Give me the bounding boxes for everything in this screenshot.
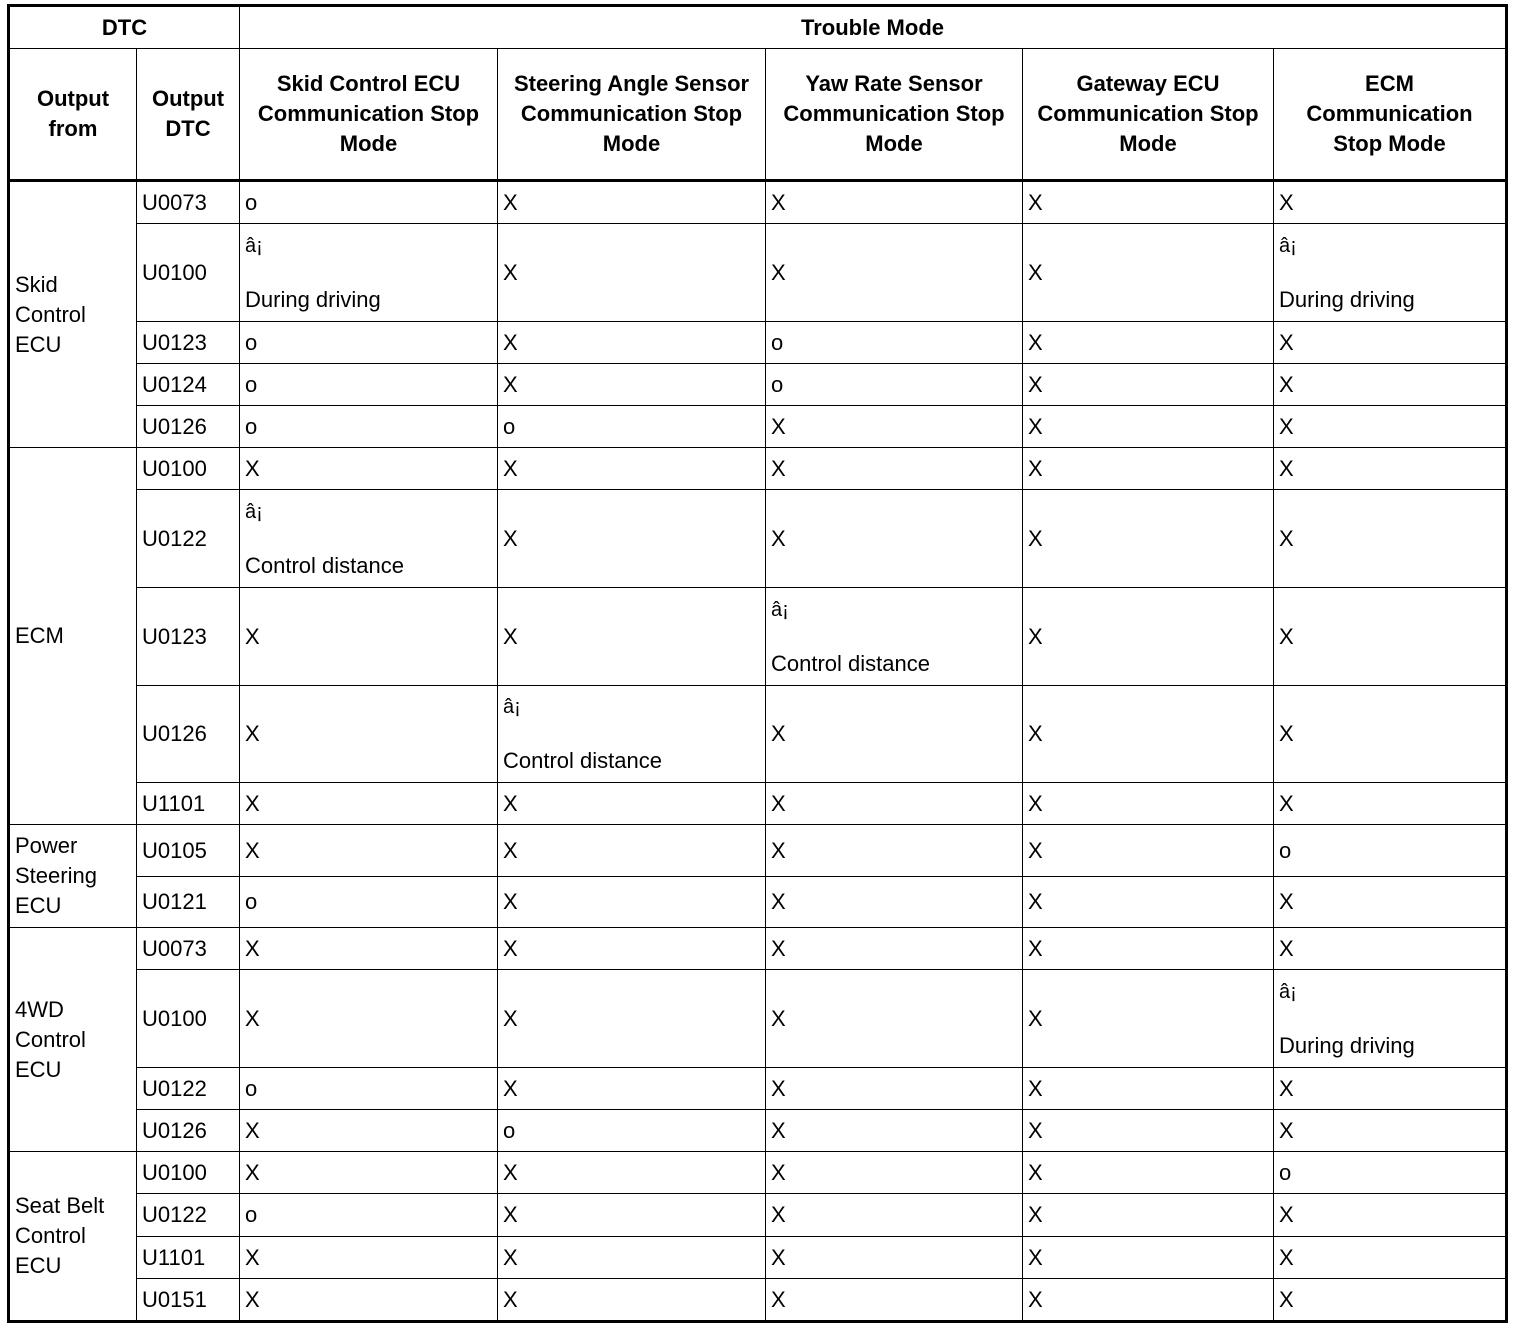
- table-row: [9, 181, 1507, 224]
- mode-result-cell: X: [766, 1194, 1023, 1237]
- mode-result-cell: X: [1023, 490, 1274, 588]
- mode-result-cell: X: [498, 224, 766, 322]
- mode-result-cell: X: [1274, 490, 1507, 588]
- mode-result-cell: X: [1023, 928, 1274, 970]
- mode-header: Gateway ECU Communication Stop Mode: [1023, 49, 1274, 181]
- mode-result-cell: X: [240, 1152, 498, 1194]
- mode-result-cell: X: [498, 1152, 766, 1194]
- mode-result-cell: X: [1023, 1152, 1274, 1194]
- dtc-code-cell: U0105: [137, 825, 240, 877]
- mode-result-cell: [240, 490, 498, 588]
- dtc-code-cell: U0123: [137, 588, 240, 686]
- conditional-result: [1279, 231, 1500, 315]
- mode-result-cell: [498, 686, 766, 783]
- conditional-result: [503, 692, 760, 776]
- dtc-code-cell: U1101: [137, 1237, 240, 1279]
- mode-result-cell: X: [766, 1237, 1023, 1279]
- dtc-code-cell: U0123: [137, 322, 240, 364]
- mode-result-cell: X: [1274, 364, 1507, 406]
- output-from-cell: 4WD Control ECU: [9, 928, 137, 1152]
- table-row: [9, 877, 1507, 928]
- mode-result-cell: o: [240, 1068, 498, 1110]
- condition-note: During driving: [1279, 286, 1415, 312]
- table-row: [9, 448, 1507, 490]
- mode-result-cell: X: [240, 1110, 498, 1152]
- conditional-mark: â¡: [1279, 234, 1297, 257]
- mode-result-cell: o: [498, 406, 766, 448]
- dtc-trouble-mode-table: [7, 4, 1508, 1323]
- mode-result-cell: [1274, 224, 1507, 322]
- mode-result-cell: X: [498, 181, 766, 224]
- mode-result-cell: o: [240, 364, 498, 406]
- mode-result-cell: X: [766, 406, 1023, 448]
- dtc-code-cell: U0122: [137, 1194, 240, 1237]
- conditional-mark: â¡: [245, 500, 263, 523]
- mode-result-cell: X: [766, 970, 1023, 1068]
- mode-result-cell: X: [766, 783, 1023, 825]
- mode-result-cell: X: [766, 1152, 1023, 1194]
- table-row: [9, 1194, 1507, 1237]
- mode-header: Skid Control ECU Communication Stop Mode: [240, 49, 498, 181]
- dtc-code-cell: U0121: [137, 877, 240, 928]
- conditional-result: [245, 497, 492, 581]
- mode-header: Steering Angle Sensor Communication Stop Mode: [498, 49, 766, 181]
- mode-result-cell: X: [240, 928, 498, 970]
- mode-result-cell: X: [766, 928, 1023, 970]
- dtc-code-cell: U0126: [137, 406, 240, 448]
- mode-result-cell: X: [1274, 448, 1507, 490]
- condition-note: During driving: [245, 286, 381, 312]
- mode-result-cell: X: [498, 877, 766, 928]
- dtc-code-cell: U0122: [137, 490, 240, 588]
- mode-result-cell: o: [240, 181, 498, 224]
- table-row: [9, 1068, 1507, 1110]
- table-row: [9, 490, 1507, 588]
- mode-result-cell: X: [1274, 877, 1507, 928]
- mode-result-cell: X: [1023, 448, 1274, 490]
- mode-result-cell: X: [1023, 1068, 1274, 1110]
- mode-result-cell: X: [1023, 1194, 1274, 1237]
- table-body: [9, 181, 1507, 1322]
- table-row: [9, 1279, 1507, 1322]
- table-row: [9, 928, 1507, 970]
- mode-result-cell: X: [1023, 783, 1274, 825]
- mode-result-cell: o: [240, 1194, 498, 1237]
- mode-result-cell: X: [1023, 406, 1274, 448]
- mode-result-cell: X: [1023, 1279, 1274, 1322]
- mode-header: Yaw Rate Sensor Communication Stop Mode: [766, 49, 1023, 181]
- mode-result-cell: X: [1023, 181, 1274, 224]
- mode-result-cell: o: [240, 877, 498, 928]
- output-dtc-header: Output DTC: [137, 49, 240, 181]
- mode-result-cell: [1274, 970, 1507, 1068]
- mode-result-cell: X: [1023, 825, 1274, 877]
- mode-result-cell: X: [766, 877, 1023, 928]
- output-from-cell: ECM: [9, 448, 137, 825]
- mode-result-cell: X: [1023, 322, 1274, 364]
- condition-note: During driving: [1279, 1032, 1415, 1058]
- dtc-code-cell: U0073: [137, 181, 240, 224]
- mode-result-cell: X: [1274, 588, 1507, 686]
- mode-result-cell: [766, 588, 1023, 686]
- table-row: [9, 970, 1507, 1068]
- dtc-code-cell: U0100: [137, 448, 240, 490]
- mode-result-cell: X: [1274, 1194, 1507, 1237]
- mode-result-cell: X: [240, 1279, 498, 1322]
- output-from-cell: Skid Control ECU: [9, 181, 137, 448]
- table-row: [9, 406, 1507, 448]
- mode-result-cell: X: [498, 783, 766, 825]
- condition-note: Control distance: [771, 650, 930, 676]
- conditional-mark: â¡: [771, 598, 789, 621]
- mode-result-cell: X: [1274, 406, 1507, 448]
- condition-note: Control distance: [503, 748, 662, 773]
- mode-result-cell: X: [1274, 783, 1507, 825]
- mode-result-cell: X: [1023, 224, 1274, 322]
- mode-result-cell: X: [766, 1279, 1023, 1322]
- mode-result-cell: X: [1274, 928, 1507, 970]
- mode-result-cell: o: [1274, 825, 1507, 877]
- dtc-code-cell: U0100: [137, 224, 240, 322]
- mode-result-cell: X: [240, 825, 498, 877]
- table-row: [9, 224, 1507, 322]
- mode-result-cell: X: [498, 1237, 766, 1279]
- mode-result-cell: o: [240, 322, 498, 364]
- table-row: [9, 825, 1507, 877]
- dtc-header: DTC: [9, 6, 240, 49]
- mode-result-cell: X: [240, 588, 498, 686]
- table-row: [9, 686, 1507, 783]
- mode-result-cell: X: [1023, 1237, 1274, 1279]
- condition-note: Control distance: [245, 552, 404, 578]
- mode-result-cell: X: [1274, 1279, 1507, 1322]
- mode-result-cell: X: [1274, 686, 1507, 783]
- mode-result-cell: o: [766, 364, 1023, 406]
- mode-result-cell: X: [498, 928, 766, 970]
- mode-result-cell: X: [766, 448, 1023, 490]
- mode-result-cell: X: [1023, 877, 1274, 928]
- mode-result-cell: o: [1274, 1152, 1507, 1194]
- trouble-mode-header: Trouble Mode: [240, 6, 1507, 49]
- mode-result-cell: X: [240, 1237, 498, 1279]
- output-from-header: Output from: [9, 49, 137, 181]
- dtc-code-cell: U0151: [137, 1279, 240, 1322]
- conditional-result: [245, 231, 492, 315]
- table-row: [9, 364, 1507, 406]
- mode-result-cell: X: [240, 970, 498, 1068]
- table-row: [9, 1152, 1507, 1194]
- output-from-cell: Seat Belt Control ECU: [9, 1152, 137, 1322]
- mode-result-cell: X: [766, 1068, 1023, 1110]
- mode-result-cell: X: [1274, 1068, 1507, 1110]
- mode-result-cell: X: [766, 181, 1023, 224]
- mode-result-cell: X: [1023, 1110, 1274, 1152]
- mode-result-cell: o: [240, 406, 498, 448]
- mode-result-cell: [240, 224, 498, 322]
- mode-header: ECM Communication Stop Mode: [1274, 49, 1507, 181]
- table-row: [9, 1110, 1507, 1152]
- mode-result-cell: X: [1023, 364, 1274, 406]
- mode-result-cell: X: [1274, 1110, 1507, 1152]
- mode-result-cell: X: [766, 1110, 1023, 1152]
- conditional-mark: â¡: [245, 234, 263, 257]
- mode-result-cell: X: [498, 1279, 766, 1322]
- mode-result-cell: X: [498, 825, 766, 877]
- dtc-code-cell: U1101: [137, 783, 240, 825]
- mode-result-cell: X: [498, 322, 766, 364]
- dtc-code-cell: U0124: [137, 364, 240, 406]
- mode-result-cell: X: [498, 490, 766, 588]
- conditional-mark: â¡: [503, 696, 521, 718]
- mode-result-cell: X: [498, 970, 766, 1068]
- mode-result-cell: X: [240, 783, 498, 825]
- mode-result-cell: X: [1023, 686, 1274, 783]
- dtc-code-cell: U0122: [137, 1068, 240, 1110]
- output-from-cell: Power Steering ECU: [9, 825, 137, 928]
- dtc-code-cell: U0100: [137, 970, 240, 1068]
- mode-result-cell: X: [1274, 181, 1507, 224]
- dtc-code-cell: U0073: [137, 928, 240, 970]
- table-row: [9, 588, 1507, 686]
- mode-result-cell: X: [1274, 322, 1507, 364]
- mode-result-cell: X: [766, 490, 1023, 588]
- mode-result-cell: X: [498, 1068, 766, 1110]
- mode-result-cell: X: [766, 825, 1023, 877]
- mode-result-cell: X: [766, 686, 1023, 783]
- mode-result-cell: X: [498, 588, 766, 686]
- mode-result-cell: X: [240, 686, 498, 783]
- mode-result-cell: X: [498, 448, 766, 490]
- mode-result-cell: X: [1274, 1237, 1507, 1279]
- conditional-result: [1279, 977, 1500, 1061]
- mode-result-cell: X: [498, 1194, 766, 1237]
- mode-result-cell: X: [240, 448, 498, 490]
- table-row: [9, 1237, 1507, 1279]
- mode-result-cell: o: [498, 1110, 766, 1152]
- dtc-code-cell: U0100: [137, 1152, 240, 1194]
- conditional-mark: â¡: [1279, 980, 1297, 1003]
- mode-result-cell: X: [498, 364, 766, 406]
- dtc-code-cell: U0126: [137, 1110, 240, 1152]
- mode-result-cell: X: [1023, 970, 1274, 1068]
- conditional-result: [771, 595, 1017, 679]
- mode-result-cell: X: [1023, 588, 1274, 686]
- mode-result-cell: o: [766, 322, 1023, 364]
- mode-result-cell: X: [766, 224, 1023, 322]
- table-row: [9, 322, 1507, 364]
- dtc-code-cell: U0126: [137, 686, 240, 783]
- table-row: [9, 783, 1507, 825]
